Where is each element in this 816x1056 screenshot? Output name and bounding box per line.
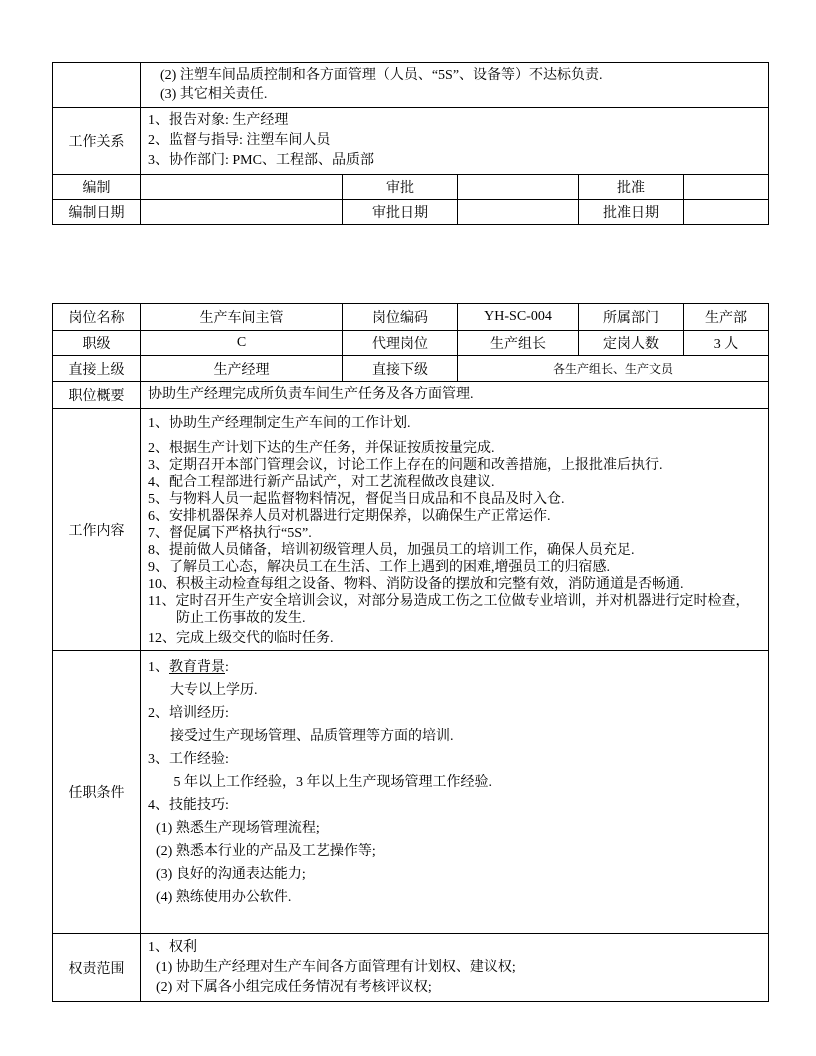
department-label: 所属部门 [579,304,684,331]
responsibility-continued-cell [141,63,769,108]
summary-label: 职位概要 [53,382,141,409]
duty-item: 7、督促属下严格执行“5S”. [148,526,312,541]
signoff-table [52,62,769,225]
duty-item: 10、积极主动检查每组之设备、物料、消防设备的摆放和完整有效，消防通道是否畅通. [148,577,684,592]
supervisor-value: 生产经理 [141,356,343,382]
headcount-label: 定岗人数 [579,331,684,356]
duty-item: 1、协助生产经理制定生产车间的工作计划. [148,416,411,431]
prepared-value [141,175,343,200]
empty-label-cell [53,63,141,108]
prepared-label: 编制 [53,175,141,200]
authority-label: 权责范围 [53,934,141,1002]
supervisor-label: 直接上级 [53,356,141,382]
qualification-item: 4、技能技巧: [148,798,229,813]
authority-item: (2) 对下属各小组完成任务情况有考核评议权; [156,980,432,995]
summary-text: 协助生产经理完成所负责车间生产任务及各方面管理. [148,387,474,402]
duties-label: 工作内容 [53,409,141,651]
summary-cell [141,382,769,409]
authority-item: 1、权利 [148,940,197,955]
deputy-label: 代理岗位 [343,331,458,356]
duty-item: 6、安排机器保养人员对机器进行定期保养，以确保生产正常运作. [148,509,551,524]
reviewed-label: 审批 [343,175,458,200]
prepared-date-label: 编制日期 [53,200,141,225]
rank-value: C [141,331,343,356]
work-relation-label: 工作关系 [53,108,141,175]
skill-item: (4) 熟练使用办公软件. [156,890,292,905]
job-description-table [52,303,769,1002]
position-code-value: YH-SC-004 [458,304,579,331]
qualifications-cell [141,651,769,934]
responsibility-item: (3) 其它相关责任. [160,87,268,102]
authority-cell [141,934,769,1002]
duty-item: 11、定时召开生产安全培训会议，对部分易造成工伤之工位做专业培训，并对机器进行定时检查，防止工伤事故的发生. [148,594,750,626]
qualification-detail: 接受过生产现场管理、品质管理等方面的培训. [170,729,454,744]
qualification-number: 1、 [148,660,169,675]
qualification-item [148,656,761,679]
duty-item: 2、根据生产计划下达的生产任务，并保证按质按量完成. [148,441,495,456]
authority-item: (1) 协助生产经理对生产车间各方面管理有计划权、建议权; [156,960,516,975]
qualification-detail: 5 年以上工作经验，3 年以上生产现场管理工作经验. [170,775,492,790]
responsibility-item: (2) 注塑车间品质控制和各方面管理（人员、“5S”、设备等）不达标负责. [160,68,603,83]
position-name-label: 岗位名称 [53,304,141,331]
qualification-title-underlined: 教育背景 [169,660,225,675]
duty-item: 3、定期召开本部门管理会议，讨论工作上存在的问题和改善措施，上报批准后执行. [148,458,663,473]
qualification-detail: 大专以上学历. [170,683,258,698]
qualification-colon: : [225,660,229,675]
reviewed-date-value [458,200,579,225]
qualification-item: 3、工作经验: [148,752,229,767]
approved-value [684,175,769,200]
subordinate-label: 直接下级 [343,356,458,382]
skill-item: (3) 良好的沟通表达能力; [156,867,306,882]
approved-date-value [684,200,769,225]
department-value: 生产部 [684,304,769,331]
duties-cell [141,409,769,651]
headcount-value: 3 人 [684,331,769,356]
subordinate-value: 各生产组长、生产文员 [458,356,769,382]
duty-item: 12、完成上级交代的临时任务. [148,631,334,646]
approved-label: 批准 [579,175,684,200]
work-relation-cell [141,108,769,175]
duty-item: 4、配合工程部进行新产品试产，对工艺流程做改良建议. [148,475,495,490]
prepared-date-value [141,200,343,225]
skill-item: (1) 熟悉生产现场管理流程; [156,821,320,836]
position-name-value: 生产车间主管 [141,304,343,331]
reviewed-date-label: 审批日期 [343,200,458,225]
work-relation-item: 1、报告对象: 生产经理 [148,113,289,128]
work-relation-item: 3、协作部门: PMC、工程部、品质部 [148,153,374,168]
deputy-value: 生产组长 [458,331,579,356]
qualifications-label: 任职条件 [53,651,141,934]
work-relation-item: 2、监督与指导: 注塑车间人员 [148,133,331,148]
duty-item: 9、了解员工心态，解决员工在生活、工作上遇到的困难,增强员工的归宿感. [148,560,610,575]
skill-item: (2) 熟悉本行业的产品及工艺操作等; [156,844,376,859]
position-code-label: 岗位编码 [343,304,458,331]
duty-item: 5、与物料人员一起监督物料情况，督促当日成品和不良品及时入仓. [148,492,565,507]
duty-item: 8、提前做人员储备，培训初级管理人员，加强员工的培训工作，确保人员充足. [148,543,635,558]
rank-label: 职级 [53,331,141,356]
qualification-item: 2、培训经历: [148,706,229,721]
approved-date-label: 批准日期 [579,200,684,225]
reviewed-value [458,175,579,200]
